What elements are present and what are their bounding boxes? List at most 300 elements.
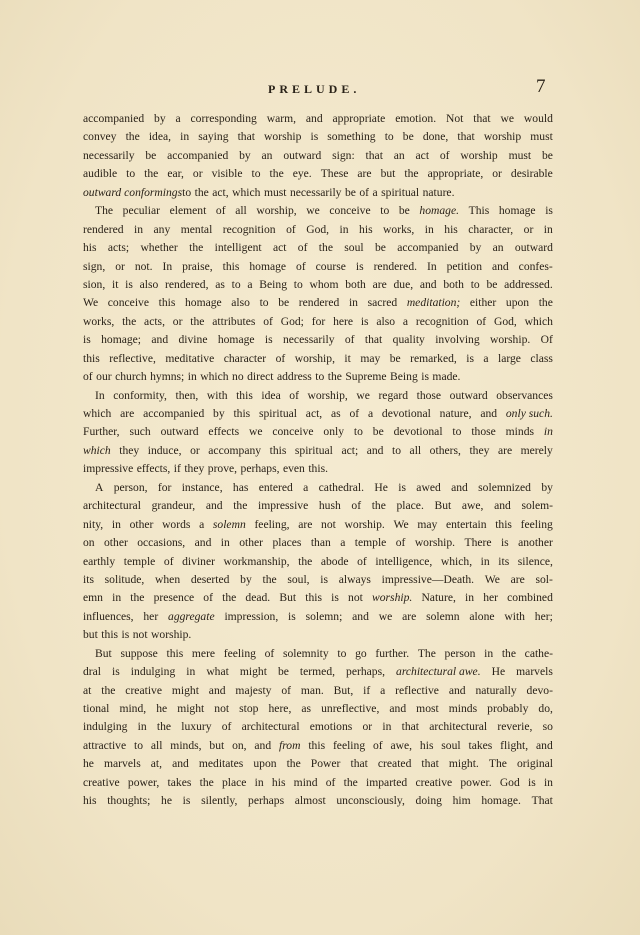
word: spiritual xyxy=(381,185,420,199)
word: homage xyxy=(249,259,287,273)
text-line xyxy=(83,110,553,128)
word: in xyxy=(465,591,475,605)
word: doing xyxy=(415,794,442,808)
word: petition xyxy=(446,259,483,273)
word: unconsciously, xyxy=(336,794,405,808)
word: rendered. xyxy=(373,259,418,273)
page-number: 7 xyxy=(536,76,546,97)
word: and xyxy=(536,738,553,752)
text-line xyxy=(83,682,553,700)
word: the xyxy=(343,775,358,789)
word: observances xyxy=(496,388,553,402)
word: Further, xyxy=(83,425,120,439)
text-line xyxy=(83,165,553,183)
word: words xyxy=(162,517,191,531)
word: of xyxy=(439,148,450,162)
word: the xyxy=(538,296,553,310)
word: stop xyxy=(239,702,259,715)
word: majesty xyxy=(235,683,272,697)
word: impressive xyxy=(258,499,309,513)
word: the xyxy=(125,130,140,144)
word: visible xyxy=(211,167,243,181)
word: outward xyxy=(514,241,553,255)
word: his xyxy=(359,222,373,236)
word: if xyxy=(363,683,371,697)
word: this xyxy=(305,591,323,605)
word: in xyxy=(186,665,196,679)
word: peculiar xyxy=(122,204,160,218)
word: both xyxy=(345,277,366,291)
word: act; xyxy=(341,443,359,457)
word: only xyxy=(323,425,345,439)
word: from xyxy=(279,738,301,752)
word: and xyxy=(494,499,511,513)
word: is xyxy=(500,536,509,550)
word: temple xyxy=(123,554,156,568)
word: element xyxy=(169,204,207,218)
word: is xyxy=(360,314,369,328)
word: is xyxy=(355,259,364,273)
word: be xyxy=(541,148,553,162)
word: at xyxy=(83,683,92,697)
word: place. xyxy=(396,499,424,513)
word: divine xyxy=(178,333,208,347)
word: our xyxy=(96,370,112,384)
word: accompanied xyxy=(397,241,459,255)
word: also xyxy=(139,277,159,291)
word: acts; xyxy=(107,241,130,255)
word: something xyxy=(327,130,376,144)
word: solem- xyxy=(521,499,553,513)
word: all xyxy=(150,738,163,752)
word: this xyxy=(222,259,240,273)
word: and xyxy=(366,443,384,457)
word: sion, xyxy=(83,277,106,291)
word: or xyxy=(362,720,373,734)
word: also xyxy=(231,296,250,310)
word: That xyxy=(531,794,553,808)
word: character, xyxy=(468,222,514,236)
word: Being xyxy=(259,277,287,291)
word: we xyxy=(378,609,393,623)
word: desirable xyxy=(510,167,553,181)
word: made. xyxy=(432,370,461,384)
word: the xyxy=(101,683,116,697)
word: this xyxy=(308,738,326,752)
word: is xyxy=(528,775,536,789)
word: deserted xyxy=(190,572,230,586)
word: worship. xyxy=(372,591,413,605)
word: may xyxy=(417,517,438,531)
word: go xyxy=(355,646,367,660)
word: even xyxy=(282,462,305,476)
word: he xyxy=(156,702,168,715)
word: original xyxy=(516,757,553,771)
word: and xyxy=(451,480,468,494)
word: most xyxy=(416,702,439,715)
word: of xyxy=(395,536,406,550)
word: in xyxy=(484,646,494,660)
word: nature. xyxy=(422,185,455,199)
text-line xyxy=(83,700,553,718)
word: of xyxy=(264,646,275,660)
word: be xyxy=(389,351,401,365)
word: and xyxy=(352,609,369,623)
word: ear, xyxy=(167,167,184,181)
word: regard xyxy=(378,388,409,402)
text-line xyxy=(83,663,553,681)
word: tional xyxy=(83,702,110,715)
word: rendered xyxy=(298,296,340,310)
word: of xyxy=(325,775,336,789)
word: addressed. xyxy=(504,277,553,291)
text-line xyxy=(83,792,553,810)
word: grandeur, xyxy=(151,499,196,513)
word: saying xyxy=(198,130,229,144)
word: feeling xyxy=(332,738,366,752)
word: to xyxy=(380,204,390,218)
word: soul, xyxy=(287,572,310,586)
text-line xyxy=(83,589,553,607)
word: sign, xyxy=(83,259,106,273)
word: to xyxy=(470,277,480,291)
word: solitude, xyxy=(104,572,145,586)
word: spiritual xyxy=(259,407,297,420)
word: emotion. xyxy=(395,112,437,125)
word: In xyxy=(162,259,173,273)
word: the xyxy=(371,499,386,513)
word: appropriate xyxy=(332,112,386,125)
word: intelligent xyxy=(214,241,262,255)
word: abode xyxy=(320,554,349,568)
word: which xyxy=(83,443,111,457)
text-line xyxy=(83,423,553,441)
word: outward xyxy=(449,388,488,402)
word: her xyxy=(143,609,159,623)
text-line xyxy=(83,313,553,331)
word: Being xyxy=(390,370,418,384)
word: act, xyxy=(305,407,323,420)
word: accompanied xyxy=(143,407,205,420)
word: but xyxy=(380,167,396,181)
word: and xyxy=(480,407,498,420)
word: class xyxy=(530,351,553,365)
word: merely xyxy=(520,443,553,457)
word: suppose xyxy=(120,646,158,660)
word: or xyxy=(172,314,183,328)
word: in xyxy=(137,720,147,734)
word: at, xyxy=(150,757,163,771)
word: not xyxy=(321,517,336,531)
word: is xyxy=(545,204,553,218)
word: alone xyxy=(469,609,495,623)
word: dead. xyxy=(245,591,271,605)
word: of xyxy=(344,333,355,347)
text-line xyxy=(83,221,553,239)
word: those xyxy=(416,388,442,402)
word: minds xyxy=(448,702,478,715)
word: not xyxy=(132,628,148,642)
word: be xyxy=(402,130,414,144)
word: or xyxy=(190,443,200,457)
word: is xyxy=(320,572,329,586)
word: a xyxy=(367,407,374,420)
word: must xyxy=(530,130,553,144)
word: worship xyxy=(460,148,498,162)
word: of xyxy=(359,185,370,199)
word: and xyxy=(254,738,272,752)
word: as xyxy=(301,702,312,715)
word: attributes xyxy=(212,314,256,328)
word: here, xyxy=(268,702,292,715)
word: spiritual xyxy=(294,443,333,457)
word: of xyxy=(275,351,286,365)
word: a xyxy=(247,277,253,291)
word: an xyxy=(492,241,504,255)
word: a xyxy=(380,683,386,697)
text-line xyxy=(83,534,553,552)
word: which xyxy=(232,185,261,199)
word: minds xyxy=(505,425,535,439)
word: a xyxy=(303,480,309,494)
word: soul xyxy=(344,241,364,255)
word: only such. xyxy=(505,407,553,420)
word: worship, xyxy=(307,388,348,402)
word: of xyxy=(296,259,306,273)
word: in xyxy=(543,775,553,789)
word: But xyxy=(95,646,112,660)
word: we xyxy=(306,204,320,218)
word: upon xyxy=(253,757,277,771)
word: Power xyxy=(310,757,341,771)
word: thoughts; xyxy=(107,794,151,808)
word: mental xyxy=(180,222,213,236)
word: further. xyxy=(375,646,410,660)
word: occasions, xyxy=(137,536,186,550)
word: flight, xyxy=(500,738,529,752)
word: which, xyxy=(440,554,473,568)
word: as xyxy=(331,407,341,420)
word: combined xyxy=(507,591,553,605)
word: and xyxy=(389,702,407,715)
word: idea, xyxy=(148,130,172,144)
word: also xyxy=(376,314,396,328)
word: cathedral. xyxy=(318,480,365,494)
word: if xyxy=(173,462,181,476)
word: worship. xyxy=(344,517,385,531)
word: are xyxy=(357,167,372,181)
word: act, xyxy=(212,185,229,199)
word: impressive xyxy=(83,462,134,476)
word: the xyxy=(404,167,419,181)
word: or xyxy=(192,167,203,181)
word: marvels xyxy=(104,757,141,771)
word: worship xyxy=(483,130,522,144)
word: dral xyxy=(83,665,102,679)
word: or xyxy=(115,259,125,273)
word: in xyxy=(348,296,358,310)
word: architectural xyxy=(83,499,141,513)
text-line xyxy=(83,331,553,349)
word: be xyxy=(344,185,356,199)
word: perhaps xyxy=(248,794,285,808)
word: homage. xyxy=(419,204,460,218)
word: be xyxy=(374,241,386,255)
word: any xyxy=(153,222,171,236)
word: accompanied xyxy=(167,148,229,162)
word: probably xyxy=(487,702,529,715)
text-line xyxy=(83,350,553,368)
word: his xyxy=(419,738,434,752)
word: God, xyxy=(493,314,517,328)
word: solemn xyxy=(426,609,460,623)
word: in xyxy=(424,222,434,236)
word: are xyxy=(510,572,525,586)
word: is xyxy=(125,277,133,291)
word: an xyxy=(393,148,405,162)
word: But, xyxy=(333,683,354,697)
word: the xyxy=(233,499,248,513)
word: in xyxy=(543,425,553,439)
word: Of xyxy=(540,333,553,347)
word: to xyxy=(231,277,241,291)
word: of xyxy=(349,407,360,420)
word: The xyxy=(488,757,507,771)
word: A xyxy=(95,480,104,494)
word: devotional xyxy=(381,407,431,420)
word: act xyxy=(272,241,287,255)
word: his xyxy=(83,241,97,255)
word: worship, xyxy=(256,204,297,218)
word: all xyxy=(409,443,422,457)
word: indulging xyxy=(83,720,128,734)
word: architectural awe. xyxy=(396,665,481,679)
word: effects xyxy=(208,425,240,439)
word: sacred xyxy=(367,296,398,310)
word: others, xyxy=(429,443,461,457)
word: of xyxy=(215,204,226,218)
word: the xyxy=(327,370,342,384)
word: perhaps, xyxy=(240,462,280,476)
word: impressive—Death. xyxy=(381,572,475,586)
word: of xyxy=(351,499,362,513)
word: this xyxy=(158,296,176,310)
word: power, xyxy=(127,775,160,789)
word: but xyxy=(83,628,98,642)
word: the xyxy=(194,185,209,199)
word: is xyxy=(288,609,296,623)
word: such xyxy=(129,425,151,439)
word: are xyxy=(298,517,313,531)
word: which xyxy=(200,370,229,384)
word: other xyxy=(129,517,154,531)
word: her; xyxy=(534,609,553,623)
word: is xyxy=(112,665,120,679)
word: silently, xyxy=(201,794,238,808)
word: homage xyxy=(498,204,536,218)
word: is xyxy=(182,794,191,808)
word: devo- xyxy=(526,683,553,697)
text-line xyxy=(83,202,553,220)
word: by xyxy=(213,407,225,420)
word: to xyxy=(133,738,144,752)
word: his xyxy=(83,794,97,808)
word: worship xyxy=(264,130,302,144)
word: we xyxy=(248,425,263,439)
word: awe, xyxy=(390,738,413,752)
word: this xyxy=(495,517,512,531)
word: those xyxy=(471,425,496,439)
word: place xyxy=(221,775,247,789)
word: outward conformings xyxy=(83,185,183,199)
word: outward xyxy=(160,425,199,439)
word: quality xyxy=(392,333,425,347)
word: worship. xyxy=(414,536,456,550)
word: and xyxy=(194,536,212,550)
word: for xyxy=(157,480,172,494)
word: be xyxy=(145,148,157,162)
word: accompany xyxy=(208,443,262,457)
word: in xyxy=(111,517,121,531)
word: of xyxy=(221,720,232,734)
word: intelligence, xyxy=(375,554,433,568)
word: But xyxy=(434,499,452,513)
word: warm, xyxy=(266,112,297,125)
word: than xyxy=(310,536,331,550)
text-line xyxy=(83,571,553,589)
word: due, xyxy=(393,277,414,291)
word: for xyxy=(311,314,326,328)
word: not. xyxy=(134,259,153,273)
word: takes xyxy=(167,775,192,789)
word: his xyxy=(271,775,286,789)
word: perhaps, xyxy=(346,665,385,679)
text-line xyxy=(83,368,553,386)
word: solemn; xyxy=(305,609,343,623)
word: be xyxy=(372,425,384,439)
word: Supreme xyxy=(345,370,387,384)
word: outward xyxy=(283,148,322,162)
word: devotional xyxy=(393,425,443,439)
word: of xyxy=(83,370,93,384)
word: of xyxy=(476,314,487,328)
word: unreflective, xyxy=(321,702,380,715)
text-line xyxy=(83,128,553,146)
word: man. xyxy=(300,683,324,697)
word: In xyxy=(95,388,105,402)
word: in xyxy=(339,222,349,236)
word: by xyxy=(541,480,553,494)
word: In xyxy=(426,259,437,273)
word: of xyxy=(281,683,292,697)
word: that xyxy=(457,130,475,144)
word: cathe- xyxy=(524,646,553,660)
word: the xyxy=(130,591,145,605)
word: and xyxy=(205,499,223,513)
word: of xyxy=(286,222,296,236)
word: power. xyxy=(460,775,492,789)
word: He xyxy=(491,665,506,679)
word: to xyxy=(126,167,136,181)
word: might xyxy=(171,683,199,697)
word: recognition xyxy=(415,314,469,328)
word: address xyxy=(276,370,312,384)
word: to xyxy=(452,425,462,439)
word: reflective, xyxy=(109,351,156,365)
word: a xyxy=(483,351,489,365)
word: person xyxy=(444,646,476,660)
word: that xyxy=(365,148,383,162)
